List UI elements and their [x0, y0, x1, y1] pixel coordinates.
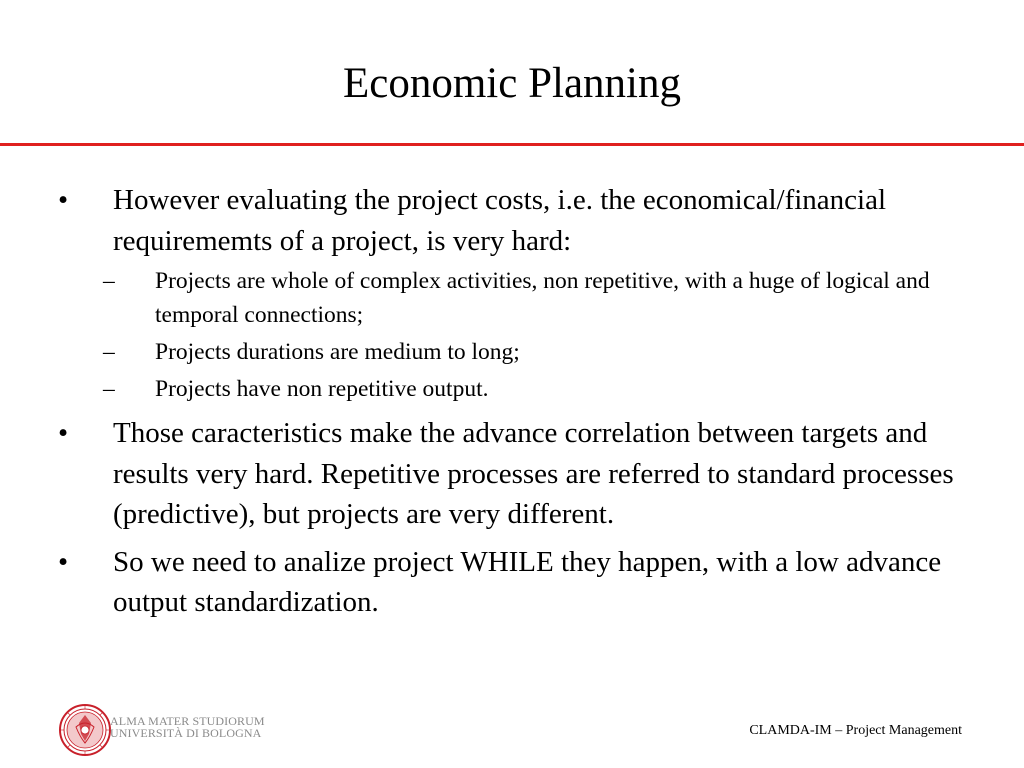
slide-title: Economic Planning	[343, 60, 681, 107]
bullet-item	[58, 542, 983, 623]
sub-bullet-marker: –	[103, 339, 115, 365]
sub-bullet-text: Projects durations are medium to long;	[155, 339, 520, 365]
sub-bullet-marker: –	[103, 268, 115, 294]
sub-bullet-marker: –	[103, 376, 115, 402]
bullet-text: However evaluating the project costs, i.e. the economical/financial requirememts of a project, is very hard:	[113, 184, 887, 257]
footer-course-label: CLAMDA-IM – Project Management	[749, 723, 962, 738]
bullet-marker: •	[58, 417, 69, 449]
bullet-marker: •	[58, 184, 69, 216]
bullet-text: So we need to analize project WHILE they happen, with a low advance output standardization.	[113, 545, 942, 618]
sub-bullet-item	[103, 335, 985, 369]
university-seal-icon	[58, 703, 112, 757]
sub-bullet-item	[103, 372, 985, 406]
bullet-text: Those caracteristics make the advance correlation between targets and results very hard. Repetitive processes are referred to standard processes (predictive), but projects are very different.	[113, 417, 954, 530]
university-logo	[58, 703, 265, 759]
bullet-item	[58, 413, 983, 535]
slide-body	[0, 180, 1024, 623]
sub-bullet-text: Projects have non repetitive output.	[155, 376, 489, 402]
logo-line-2: UNIVERSITÀ DI BOLOGNA	[110, 726, 262, 740]
title-divider	[0, 143, 1024, 146]
sub-bullet-item	[103, 264, 985, 332]
sub-bullet-text: Projects are whole of complex activities, non repetitive, with a huge of logical and temporal connections;	[155, 268, 930, 328]
bullet-marker: •	[58, 545, 69, 578]
logo-line-1: ALMA MATER STUDIORUM	[110, 714, 265, 728]
bullet-item	[58, 180, 983, 261]
logo-wordmark	[110, 715, 265, 739]
